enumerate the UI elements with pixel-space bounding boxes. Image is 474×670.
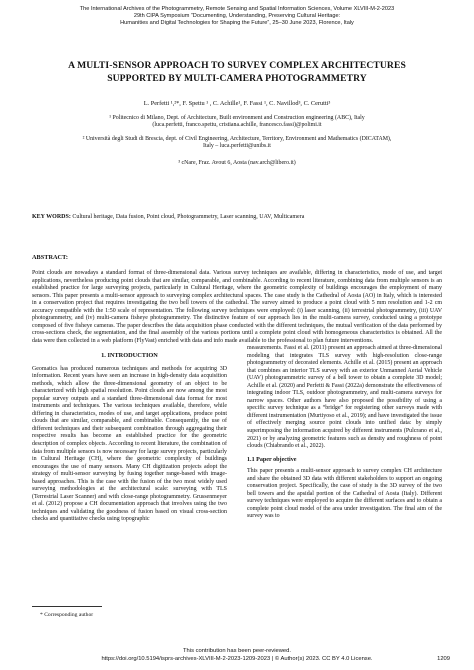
abstract-heading: ABSTRACT: [32, 254, 68, 261]
title-line-1: A MULTI-SENSOR APPROACH TO SURVEY COMPLEX ARCHITECTURES [68, 60, 406, 71]
affiliation-1-line-1: ¹ Politecnico di Milano, Dept. of Architecture, Built environment and Construction engineering (ABC), Italy [109, 115, 365, 121]
affiliation-2-line-1: ² Università degli Studi di Brescia, dept. of Civil Engineering, Architecture, Territory, Environment and Mathematics (DICATAM), [82, 136, 392, 142]
author-list: L. Perfetti ¹,²*, F. Spettu ¹ , C. Achille¹, F. Fassi ¹, C. Navillod³, C. Cerutti³ [143, 100, 331, 107]
header-line-3: Humanities and Digital Technologies for Shaping the Future”, 25–30 June 2023, Florence, Italy [120, 20, 354, 27]
left-column [32, 352, 227, 524]
footnote-divider [32, 606, 102, 607]
page-footer [20, 648, 454, 663]
header-line-1: The International Archives of the Photogrammetry, Remote Sensing and Spatial Information Sciences, Volume XLVIII-M-2-2023 [79, 6, 395, 12]
page-number: 1209 [437, 655, 450, 662]
keywords-text: Cultural heritage, Data fusion, Point cloud, Photogrammetry, Laser scanning, UAV, Multicamera [70, 214, 305, 220]
footer-doi-link[interactable]: https://doi.org/10.5194/isprs-archives-XLVIII-M-2-2023-1209-2023 | © Author(s) 2023. CC BY 4.0 License. [101, 655, 373, 662]
footer-peer-review: This contribution has been peer-reviewed. [183, 648, 291, 654]
footnote-corresponding-author: * Corresponding author [40, 612, 94, 618]
title-line-2: SUPPORTED BY MULTI-CAMERA PHOTOGRAMMETRY [107, 72, 367, 84]
paper-objective-heading: 1.1 Paper objective [247, 456, 297, 463]
paper-title [40, 60, 434, 85]
affiliation-2-email[interactable]: Italy – luca.perfetti@unibs.it [203, 143, 271, 150]
running-header [20, 6, 454, 28]
keywords-label: KEY WORDS: [32, 214, 71, 220]
introduction-heading: 1. INTRODUCTION [101, 352, 158, 359]
affiliation-3 [50, 160, 424, 167]
affiliation-1-email[interactable]: (luca.perfetti, franco.spettu, cristiana.achille, francesco.fassi)@polimi.it [152, 122, 322, 129]
right-column [247, 345, 442, 521]
introduction-paragraph-right: measurements. Fassi et al. (2011) present an approach aimed at three-dimensional modeling that integrates TLS survey with high-resolution close-range photogrammetry of decorated elements. Achille et al. (2015) present an approach that combines an interior TLS survey with an exterior Unmanned Aerial Vehicle (UAV) photogrammetric survey of a bell tower to obtain a complete 3D model; Achille et al. (2020) and Perfetti & Fassi (2022a) demonstrate the effectiveness of integrating indoor TLS, outdoor photogrammetry, and multi-camera surveys for narrow spaces. Other authors have also proposed the possibility of using a specific survey technique as a “bridge” for registering other surveys made with different instrumentation (Murtiyoso et al., 2019); and have investigated the issue of effectively merging source point clouds into unified data: by simply superimposing the information acquired by different instruments (Pulcrano et al., 2021) or by analyzing geometric features such as density and roughness of point clouds (Chiabrando et al., 2022). [247, 345, 442, 450]
paper-objective-paragraph: This paper presents a multi-sensor approach to survey complex CH architecture and share the obtained 3D data with different stakeholders to support an ongoing conservation project. Specifically, the case of study is the 3D survey of the two bell towers and the apsidal portion of the Cathedral of Aosta (Italy). Different survey techniques were employed to acquire the different surfaces and to obtain a complete point cloud model of the area under investigation. The final aim of the survey was to [247, 468, 442, 520]
introduction-paragraph-left: Geomatics has produced numerous techniques and methods for acquiring 3D information. Recent years have seen an increase in high-density data acquisition methods, which allow the three-dimensional geometry of an object to be characterized with high spatial resolution. Point clouds are now among the most popular survey outputs and a standard three-dimensional data format for most instruments and techniques. The various techniques available, therefore, while differing in characteristics, modes of use, and target applications, produce point clouds that are similar, comparable, and combinable. Consequently, the use of different techniques and their subsequent combination through aggregating their respective results has become an established practice for the geometric description of complex objects. According to recent literature, the combination of data from multiple sensors is now necessary for large survey projects, particularly in Cultural Heritage (CH), where the geometric complexity of buildings encourages the use of many sensors. Many CH digitization projects adopt the strategy of multi-sensor surveying by fusing together range-based with image-based approaches. This is the case with the fusion of the two most widely used surveying methodologies at the architectural scale: surveying with TLS (Terrestrial Laser Scanner) and with close-range photogrammetry. Grussenmeyer et al. (2012) propose a CH documentation approach that involves using the two techniques and validating the goodness of fusion based on visual cross-section checks and quantitative checks using topographic [32, 365, 227, 523]
keywords-block [32, 214, 442, 222]
header-line-2: 29th CIPA Symposium “Documenting, Understanding, Preserving Cultural Heritage: [133, 13, 341, 20]
abstract-text: Point clouds are nowadays a standard format of three-dimensional data. Various survey techniques are available, differing in characteristics, mode of use, and target applications, nevertheless producing point clouds that are similar, comparable, and combinable. According to recent literature, combining data from multiple sensors is an established practice for large surveying projects, particularly in Cultural Heritage, where the geometric complexity of buildings encourages the employment of many sensors. This paper presents a multi-sensor approach to surveying complex architectural spaces. The case study is the Cathedral of Aosta (AO) in Italy, which is interested in a conservation project that requires investigating the two bell towers of the cathedral. The survey aimed to produce a point cloud with 5 mm resolution and 1-2 cm accuracy compatible with the 1:50 scale of representation. The following survey techniques were employed: (i) laser scanning, (ii) terrestrial photogrammetry, (iii) UAV photogrammetry, and (iv) multi-camera fisheye photogrammetry. The distinctive feature of our approach lies in the multi-camera survey, conducted using a prototype composed of five fisheye cameras. The paper describes the data acquisition phase conducted with the different techniques, the mutual verification of the data performed by cross-sections check, the segmentation, and the final assembly of the various portions until a complete point cloud with homogeneous characteristics is obtained. All the data were then collected in a web platform (FlyVast) enriched with data and info made available to the professional to plan future interventions. [32, 270, 442, 344]
affiliation-1 [50, 115, 424, 130]
affiliation-3-line-1: ³ cNare, Fraz. Avout 6, Aosta (nav.arch@libero.it) [178, 160, 296, 166]
affiliation-2 [36, 136, 438, 151]
